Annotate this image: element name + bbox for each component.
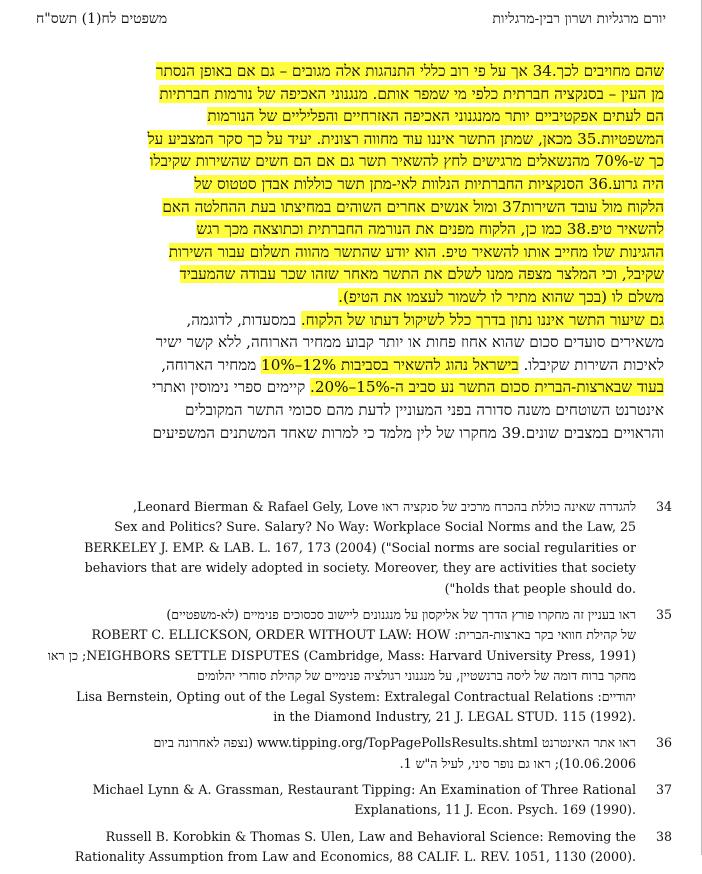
footnote-line: ראו בעניין זה מחקרו פורץ הדרך של אליקסון על מנגנונים ליישוב סכסוכים פנימיים (לא-משפטיים) <box>166 606 636 622</box>
footnote-line: יהודיים: Lisa Bernstein, Opting out of the Legal System: Extralegal Contractual Relations <box>76 688 636 704</box>
footnote-number: 34 <box>655 499 672 514</box>
footnote-line: BERKELEY J. EMP. & LAB. L. 167, 173 (2004) ("Social norms are social regularities or <box>84 539 636 555</box>
highlighted-text: להשאיר טיפ.38 כמו כן, הלקוח מפנים את הנורמה החברתית וכתוצאה מכך רגש <box>196 220 664 239</box>
footnote-line: Sex and Politics? Sure. Salary? No Way: Workplace Social Norms and the Law, 25 <box>114 519 636 535</box>
footnote-line: behaviors that are widely adopted in society. Moreover, they are activities that society <box>84 560 636 576</box>
plain-text: משאירים סועדים סכום שהוא אחוז פחות או יותר קבוע ממחיר הארוחה, ללא קשר ישיר <box>155 333 664 352</box>
footnote-line: של קהילת חוואי בקר בארצות-הברית: ROBERT C. ELLICKSON, ORDER WITHOUT LAW: HOW <box>91 627 636 643</box>
footnote-number: 38 <box>655 828 672 844</box>
footnote-number: 35 <box>655 606 672 622</box>
footnote-line: .Explanations, 11 J. Econ. Psych. 169 (1990) <box>354 802 636 818</box>
body-line <box>36 309 664 332</box>
highlighted-text: שהם מחויבים לכך.34 אך על פי רוב כללי התנהגות אלה מגובים – גם אם באופן הנסתר <box>156 62 664 80</box>
body-line <box>36 241 664 264</box>
highlighted-text: כך ש-70% מהנשאלים מרגישים לחץ להשאיר תשר גם אם הם חשים שהשירות שקיבלו <box>149 152 664 171</box>
highlighted-text: הלקוח מול עובד השירות37 ומול אנשים אחרים השוהים במחיצתו בעת ההחלטה האם <box>162 197 664 216</box>
footnote <box>36 497 672 599</box>
plain-text: ממחיר הארוחה, <box>161 355 262 374</box>
body-line <box>36 354 664 377</box>
highlighted-text: המשפטיות.35 מכאן, שמתן התשר איננו עוד מחווה רצונית. יעיד על כך סקר המצביע על <box>147 129 664 148</box>
footnote <box>36 827 672 868</box>
highlighted-text: ההגינות שלו מחייב אותו להשאיר טיפ. הוא יודע שהתשר מהווה תשלום עבור השירות <box>168 242 664 261</box>
body-line <box>36 150 664 173</box>
footnote <box>36 733 672 774</box>
highlighted-text: שקיבל, וכי המלצר מצפה ממנו לשלם את התשר מאחר שזהו שכר עבודה שהמעביד <box>179 265 664 284</box>
highlighted-text: גם שיעור התשר איננו נתון בדרך כלל לשיקול דעתו של הלקוח. <box>300 310 664 329</box>
body-line <box>36 60 664 83</box>
footnote-line: Russell B. Korobkin & Thomas S. Ulen, Law and Behavioral Science: Removing the <box>105 828 636 844</box>
body-line <box>36 263 664 286</box>
plain-text: אינטרנט השוטחים משנה סדורה בפני המעוניין לדעת מהם סכומי התשר המקובלים <box>185 400 664 419</box>
running-header <box>36 11 666 31</box>
body-line <box>36 376 664 399</box>
highlighted-text: בעוד שבארצות-הברית סכום התשר נע סביב ה-15%–20%. <box>310 378 664 397</box>
highlighted-text: בישראל נהוג להשאיר בסביבות 12%–10% <box>261 355 519 374</box>
highlighted-text: היה גרוע.36 הסנקציות החברתיות הנלוות לאי-מתן תשר כוללות אבדן סטטוס של <box>194 174 664 193</box>
footnote-line: NEIGHBORS SETTLE DISPUTES (Cambridge, Mass: Harvard University Press, 1991); כן ראו <box>47 647 636 663</box>
body-line <box>36 331 664 354</box>
footnote-line: להגדרה שאינה כוללת בהכרח מרכיב של סנקציה ראו Leonard Bierman & Rafael Gely, Love, <box>132 499 636 514</box>
body-line <box>36 218 664 241</box>
footnote-line: .holds that people should do") <box>444 580 636 596</box>
plain-text: לאיכות השירות שקיבלו. <box>518 355 664 374</box>
footnote-number: 36 <box>655 735 672 751</box>
footnotes <box>36 497 672 874</box>
body-line <box>36 422 664 445</box>
plain-text: במסעדות, לדוגמה, <box>186 310 301 329</box>
footnote-line: מחקר ברוח דומה של ליסה ברנשטיין, על מנגנוני רגולציה פנימיים של קהילת סוחרי יהלומים <box>196 668 636 684</box>
plain-text: קיימים ספרי נימוסין ואתרי <box>152 378 311 397</box>
highlighted-text: משלם לו (בכך שהוא מתיר לו לשמור לעצמו את הטיפ). <box>338 287 664 306</box>
body-line <box>36 286 664 309</box>
footnote-line: .in the Diamond Industry, 21 J. LEGAL STUD. 115 (1992) <box>273 708 636 724</box>
body-line <box>36 83 664 106</box>
body-line <box>36 128 664 151</box>
footnote-line: ראו אתר האינטרנט www.tipping.org/TopPagePollsResults.shtml (נצפה לאחרונה ביום <box>153 735 636 751</box>
highlighted-text: הם לעתים אפקטיביים יותר ממנגנוני האכיפה האזרחיים והפליליים של הנורמות <box>207 107 664 126</box>
highlighted-text: מן העין – בסנקציה חברתית כלפי מי שמפר אותם. מנגנוני האכיפה של נורמות חברתיות <box>159 84 664 103</box>
footnote <box>36 780 672 821</box>
body-line <box>36 399 664 422</box>
header-journal: משפטים לח(1) תשס"ח <box>36 11 168 27</box>
body-line <box>36 105 664 128</box>
body-line <box>36 196 664 219</box>
footnote-number: 37 <box>655 782 672 798</box>
header-authors: יורם מרגליות ושרון רבין-מרגליות <box>492 11 666 27</box>
footnote-line: Michael Lynn & A. Grassman, Restaurant Tipping: An Examination of Three Rational <box>92 782 636 798</box>
footnote-line: .Rationality Assumption from Law and Economics, 88 CALIF. L. REV. 1051, 1130 (2000) <box>74 849 636 865</box>
body-line <box>36 173 664 196</box>
footnote <box>36 605 672 727</box>
footnote-line: 10.06.2006); ראו גם נופר סיני, לעיל ה"ש 1. <box>399 755 636 771</box>
main-text <box>36 60 664 444</box>
plain-text: והראויים במצבים שונים.39 מחקרו של לין מלמד כי למרות שאחד המשתנים המשפיעים <box>152 423 664 442</box>
